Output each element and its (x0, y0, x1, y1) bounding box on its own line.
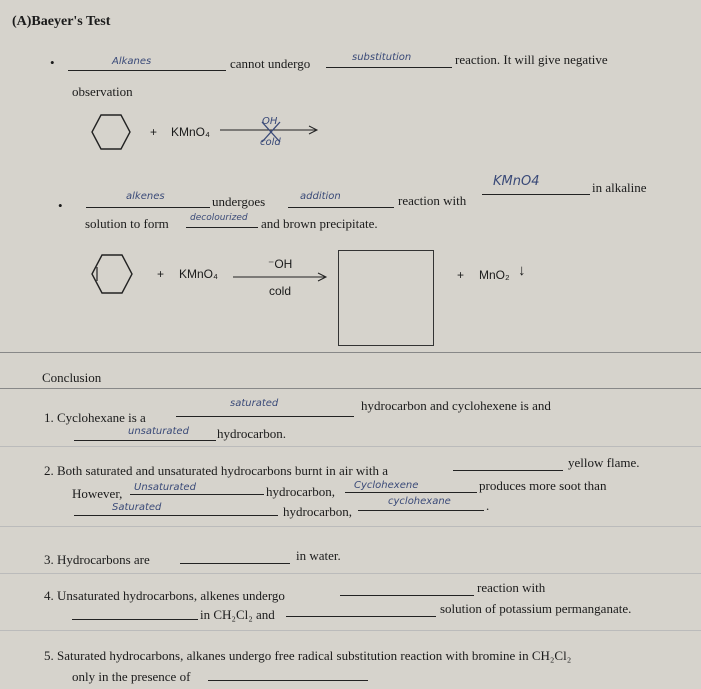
divider (0, 630, 701, 631)
blank-line (288, 207, 394, 208)
answer-kmno4: KMnO4 (493, 174, 540, 189)
blank-line (68, 70, 226, 71)
product-mno2: MnO₂ (479, 268, 510, 282)
product-answer-box[interactable] (338, 250, 434, 346)
bullet: • (58, 198, 63, 213)
q2-text: hydrocarbon, (266, 484, 335, 499)
plus-sign: + (150, 125, 158, 139)
divider (0, 352, 701, 353)
q4-text: 4. Unsaturated hydrocarbons, alkenes undergo (44, 588, 285, 603)
q2-text: However, (72, 486, 123, 501)
blank-line (482, 194, 590, 195)
blank-line (358, 510, 484, 511)
divider (0, 573, 701, 574)
condition-oh: OH (262, 116, 278, 127)
reagent-kmno4: KMnO₄ (179, 267, 218, 281)
text-solution-to-form: solution to form (85, 216, 169, 231)
blank-line (186, 227, 258, 228)
reagent-kmno4: KMnO₄ (171, 125, 210, 139)
condition-oh: ⁻OH (268, 257, 293, 271)
q2-text: yellow flame. (568, 455, 640, 470)
q5-text: only in the presence of (72, 669, 191, 684)
text-brown-precipitate: and brown precipitate. (261, 216, 378, 231)
answer-addition: addition (300, 191, 341, 202)
condition-cold: cold (260, 137, 281, 148)
blank-line[interactable] (286, 616, 436, 617)
q3-text: in water. (296, 548, 341, 563)
plus-sign: + (457, 268, 465, 282)
blank-line (130, 494, 264, 495)
blank-line[interactable] (208, 680, 368, 681)
text-reaction-negative: reaction. It will give negative (455, 52, 608, 67)
q4-text: in CH₂Cl₂ and (200, 607, 275, 622)
blank-line (74, 440, 216, 441)
cyclohexene-structure (91, 253, 133, 295)
text-undergoes: undergoes (212, 194, 266, 209)
q1-text: hydrocarbon. (217, 426, 286, 441)
text-observation: observation (72, 84, 133, 99)
answer-alkanes: Alkanes (112, 56, 152, 67)
answer-cyclohexane: cyclohexane (388, 496, 451, 507)
blank-line[interactable] (340, 595, 474, 596)
answer-unsaturated: Unsaturated (134, 482, 196, 493)
blank-line[interactable] (180, 563, 290, 564)
text-reaction-with: reaction with (398, 193, 467, 208)
q3-text: 3. Hydrocarbons are (44, 552, 150, 567)
blank-line[interactable] (72, 619, 198, 620)
q2-text: 2. Both saturated and unsaturated hydrocarbons burnt in air with a (44, 463, 389, 478)
q1-text: hydrocarbon and cyclohexene is and (361, 398, 551, 413)
q2-text: hydrocarbon, (283, 504, 352, 519)
section-heading: (A)Baeyer's Test (12, 14, 111, 29)
blank-line (176, 416, 354, 417)
blank-line (326, 67, 452, 68)
answer-alkenes: alkenes (126, 191, 165, 202)
condition-cold: cold (269, 284, 292, 298)
answer-substitution: substitution (352, 52, 412, 63)
q4-text: solution of potassium permanganate. (440, 601, 632, 616)
bullet: • (50, 55, 55, 70)
divider (0, 526, 701, 527)
text-cannot-undergo: cannot undergo (230, 56, 311, 71)
answer-saturated: Saturated (112, 502, 162, 513)
answer-unsaturated: unsaturated (128, 426, 189, 437)
q2-text: . (486, 498, 490, 513)
answer-saturated: saturated (230, 398, 279, 409)
cyclohexane-structure (91, 113, 131, 151)
reaction-arrow (233, 273, 333, 283)
q4-text: reaction with (477, 580, 546, 595)
blank-line (86, 207, 210, 208)
plus-sign: + (157, 267, 165, 281)
blank-line (453, 470, 563, 471)
q5-text: 5. Saturated hydrocarbons, alkanes undergo free radical substitution reaction with bromine in CH₂Cl₂ (44, 648, 572, 663)
q1-text: 1. Cyclohexane is a (44, 410, 146, 425)
text-in-alkaline: in alkaline (592, 180, 647, 195)
divider (0, 388, 701, 389)
blank-line (74, 515, 278, 516)
blank-line (345, 492, 477, 493)
answer-cyclohexene: Cyclohexene (354, 480, 419, 491)
divider (0, 446, 701, 447)
answer-decolourized: decolourized (190, 213, 248, 223)
precipitate-arrow-icon: ↓ (518, 262, 526, 279)
reaction-arrow (220, 122, 320, 152)
conclusion-title: Conclusion (42, 370, 102, 385)
q2-text: produces more soot than (479, 478, 607, 493)
